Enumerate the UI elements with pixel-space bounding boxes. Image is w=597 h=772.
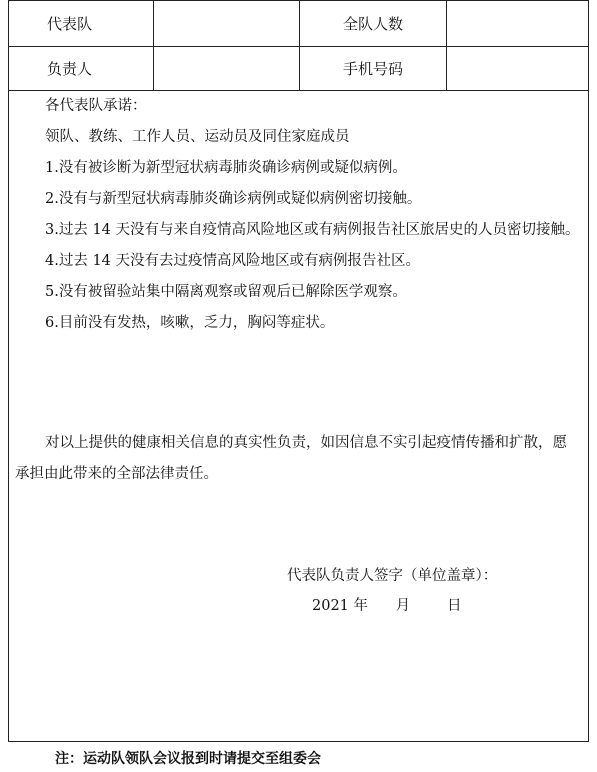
pledge-form bbox=[8, 0, 589, 742]
pledge-body bbox=[9, 91, 588, 339]
pledge-item-4: 4.过去 14 天没有去过疫情高风险地区或有病例报告社区。 bbox=[45, 253, 421, 269]
team-field[interactable] bbox=[154, 1, 300, 46]
pledge-item-6: 6.目前没有发热，咳嗽，乏力，胸闷等症状。 bbox=[45, 315, 335, 331]
form-row-team bbox=[9, 1, 588, 47]
leader-label: 负责人 bbox=[9, 47, 154, 90]
pledge-item-3: 3.过去 14 天没有与来自疫情高风险地区或有病例报告社区旅居史的人员密切接触。 bbox=[45, 222, 580, 238]
team-label: 代表队 bbox=[9, 1, 154, 46]
signature-date: 2021 年 月 日 bbox=[312, 598, 462, 614]
pledge-item-2: 2.没有与新型冠状病毒肺炎确诊病例或疑似病例密切接触。 bbox=[45, 191, 422, 207]
pledge-scope: 领队、教练、工作人员、运动员及同住家庭成员 bbox=[45, 129, 350, 145]
pledge-heading: 各代表队承诺： bbox=[45, 98, 147, 114]
form-row-leader bbox=[9, 47, 588, 91]
leader-field[interactable] bbox=[154, 47, 300, 90]
phone-field[interactable] bbox=[447, 47, 588, 90]
submission-note: 注：运动队领队会议报到时请提交至组委会 bbox=[55, 751, 321, 767]
phone-label: 手机号码 bbox=[300, 47, 447, 90]
pledge-item-1: 1.没有被诊断为新型冠状病毒肺炎确诊病例或疑似病例。 bbox=[45, 160, 407, 176]
signature-label: 代表队负责人签字（单位盖章）： bbox=[287, 568, 498, 584]
pledge-item-5: 5.没有被留验站集中隔离观察或留观后已解除医学观察。 bbox=[45, 284, 407, 300]
pledge-commitment: 对以上提供的健康相关信息的真实性负责，如因信息不实引起疫情传播和扩散，愿承担由此带来的全部法律责任。 bbox=[15, 434, 567, 482]
team-count-field[interactable] bbox=[447, 1, 588, 46]
team-count-label: 全队人数 bbox=[300, 1, 447, 46]
